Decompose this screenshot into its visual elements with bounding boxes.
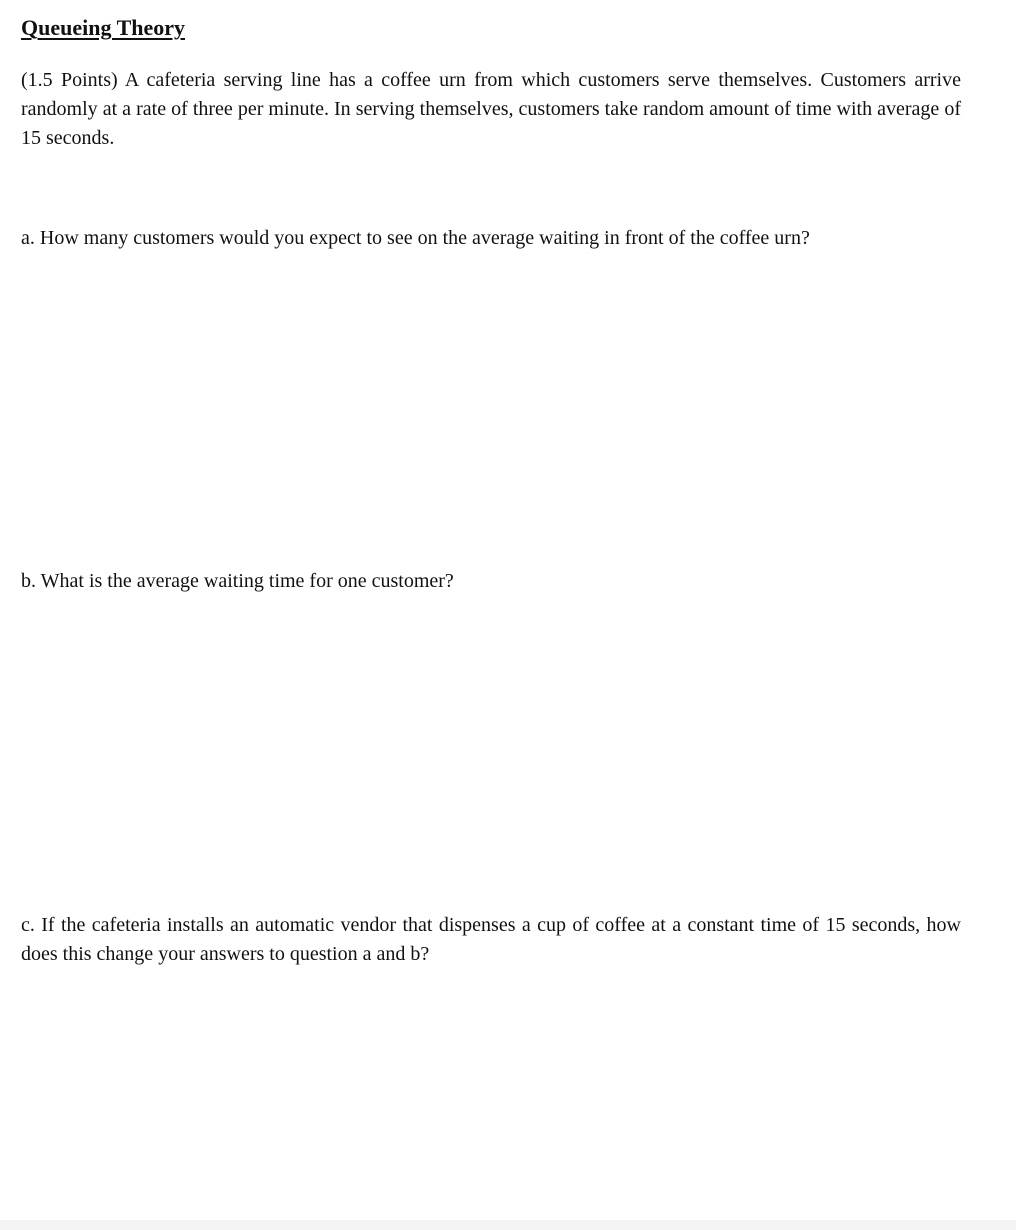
answer-space-a (21, 262, 961, 552)
question-a: a. How many customers would you expect to see on the average waiting in front of the coffee urn? (21, 227, 810, 249)
page-bottom-edge (0, 1220, 1016, 1230)
problem-statement: (1.5 Points) A cafeteria serving line has a coffee urn from which customers serve themselves. Customers arrive randomly at a rate of three per minute. In serving themselves, customers take random amount of time with average of 15 seconds. (21, 69, 961, 149)
answer-space-c (21, 977, 961, 1212)
question-b: b. What is the average waiting time for one customer? (21, 570, 454, 592)
document-title: Queueing Theory (21, 15, 186, 40)
answer-space-b (21, 605, 961, 895)
question-c: c. If the cafeteria installs an automatic vendor that dispenses a cup of coffee at a constant time of 15 seconds, how does this change your answers to question a and b? (21, 914, 961, 965)
